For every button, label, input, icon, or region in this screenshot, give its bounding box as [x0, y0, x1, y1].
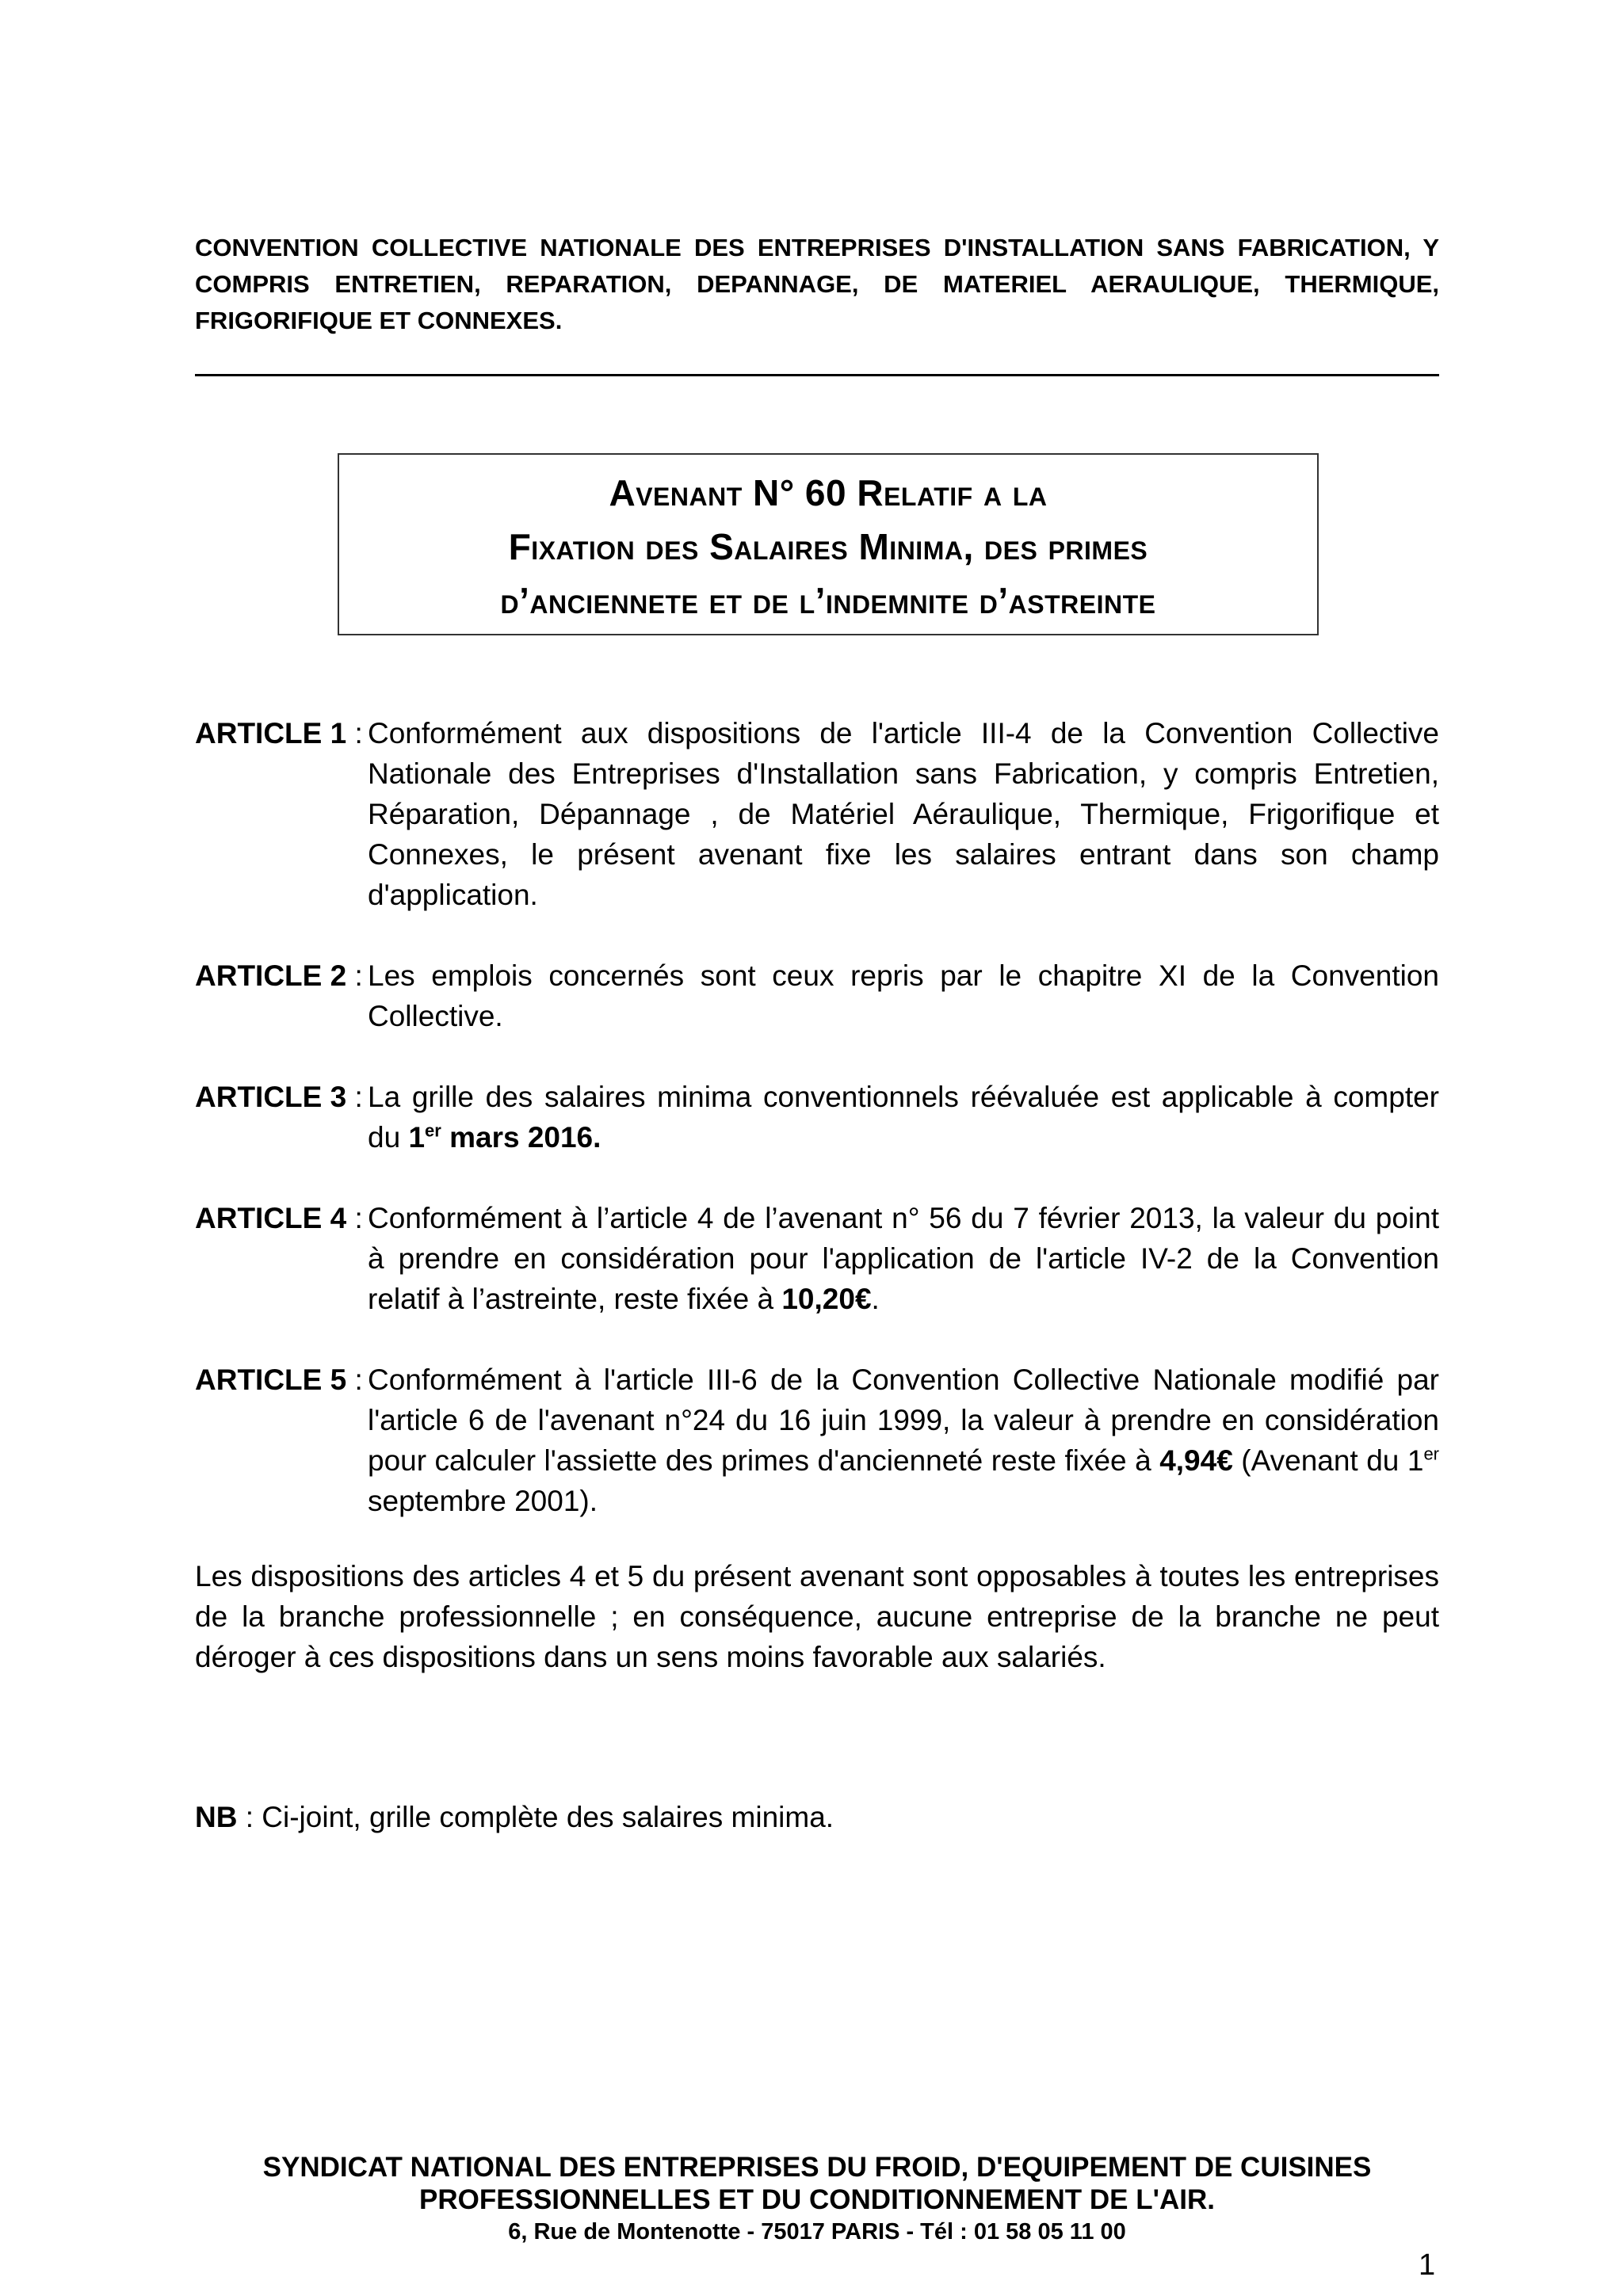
article-text: Conformément aux dispositions de l'article III-4 de la Convention Collective Nationale des Entreprises d'Installation sans Fabrication, y compris Entretien, Réparation, Dépannage , de Matériel Aéraulique, Thermique, Frigorifique et Connexes, le présent avenant fixe les salaires entrant dans son champ d'application. — [368, 717, 1439, 911]
article-label: ARTICLE 4 : — [195, 1202, 363, 1234]
nb-label: NB — [195, 1801, 238, 1833]
article-3 — [195, 1077, 1439, 1158]
title-line-3: d’anciennete et de l’indemnite d’astreinte — [500, 580, 1156, 621]
effective-date: 1er mars 2016. — [408, 1120, 601, 1154]
title-line-1: Avenant N° 60 Relatif a la — [609, 472, 1048, 513]
closing-paragraph: Les dispositions des articles 4 et 5 du présent avenant sont opposables à toutes les entreprises de la branche professionnelle ; en conséquence, aucune entreprise de la branche ne peut déroger à ces dispositions dans un sens moins favorable aux salariés. — [195, 1560, 1439, 1673]
astreinte-point-value: 10,20€ — [781, 1283, 872, 1315]
article-5 — [195, 1360, 1439, 1521]
title-box — [338, 453, 1319, 635]
footer — [195, 2151, 1439, 2248]
footer-line-1: SYNDICAT NATIONAL DES ENTREPRISES DU FROID, D'EQUIPEMENT DE CUISINES — [262, 2152, 1372, 2183]
article-text: Conformément à l’article 4 de l’avenant n° 56 du 7 février 2013, la valeur du point à prendre en considération pour l'application de l'article IV-2 de la Convention relatif à l’astreinte, reste fixée à 10,20€. — [368, 1202, 1439, 1315]
article-text: Les emplois concernés sont ceux repris par le chapitre XI de la Convention Collective. — [368, 959, 1439, 1032]
nb-note — [195, 1797, 1439, 1837]
footer-address: 6, Rue de Montenotte - 75017 PARIS - Tél : 01 58 05 11 00 — [508, 2219, 1126, 2245]
convention-header: CONVENTION COLLECTIVE NATIONALE DES ENTREPRISES D'INSTALLATION SANS FABRICATION, Y COMPRIS ENTRETIEN, REPARATION, DEPANNAGE, DE MATERIEL AERAULIQUE, THERMIQUE, FRIGORIFIQUE ET CONNEXES. — [195, 234, 1439, 334]
article-label: ARTICLE 5 : — [195, 1363, 363, 1396]
title-line-2: Fixation des Salaires Minima, des primes — [508, 526, 1148, 567]
page-number: 1 — [1419, 2248, 1436, 2282]
article-label: ARTICLE 3 : — [195, 1081, 363, 1113]
article-4 — [195, 1198, 1439, 1319]
article-text: Conformément à l'article III-6 de la Convention Collective Nationale modifié par l'article 6 de l'avenant n°24 du 16 juin 1999, la valeur à prendre en considération pour calculer l'assiette des primes d'ancienneté reste fixée à 4,94€ (Avenant du 1er septembre 2001). — [368, 1363, 1439, 1517]
seniority-value: 4,94€ — [1159, 1444, 1233, 1477]
articles-section — [195, 713, 1439, 1562]
article-2 — [195, 955, 1439, 1036]
footer-line-2: PROFESSIONNELLES ET DU CONDITIONNEMENT DE L'AIR. — [419, 2184, 1215, 2215]
article-label: ARTICLE 2 : — [195, 959, 363, 992]
nb-text: : Ci-joint, grille complète des salaires minima. — [237, 1801, 834, 1833]
header-divider — [195, 374, 1439, 376]
article-1 — [195, 713, 1439, 915]
article-label: ARTICLE 1 : — [195, 717, 363, 749]
article-text: La grille des salaires minima conventionnels réévaluée est applicable à compter du 1er mars 2016. — [368, 1081, 1439, 1154]
